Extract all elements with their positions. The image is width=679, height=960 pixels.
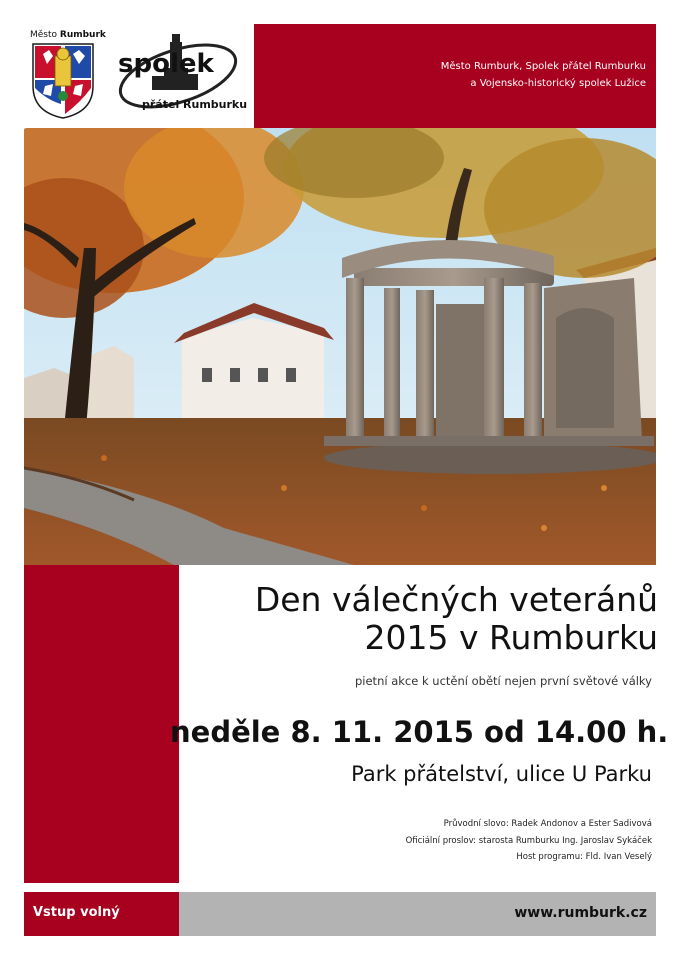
header-organizers-panel — [254, 24, 656, 128]
accent-red-panel — [24, 565, 179, 883]
event-datetime: neděle 8. 11. 2015 od 14.00 h. — [170, 715, 669, 749]
town-label: Město Rumburk — [30, 30, 106, 40]
memorial-park-photo — [24, 128, 656, 565]
event-place: Park přátelství, ulice U Parku — [351, 762, 652, 786]
event-subtitle: pietní akce k uctění obětí nejen první světové války — [354, 674, 652, 688]
coat-of-arms-icon — [31, 42, 95, 120]
logo-text-pratel: přátel Rumburku — [142, 98, 248, 111]
spolek-pratel-rumburku-logo-icon — [112, 28, 248, 124]
credit-line-1: Průvodní slovo: Radek Andonov a Ester Sadivová — [443, 819, 652, 829]
free-entry-label: Vstup volný — [33, 905, 120, 920]
event-title-line-1: Den válečných veteránů — [254, 580, 658, 619]
event-title-line-2: 2015 v Rumburku — [364, 618, 658, 657]
credit-line-2: Oficiální proslov: starosta Rumburku Ing. Jaroslav Sykáček — [405, 836, 652, 846]
logo-text-spolek: spolek — [118, 49, 214, 79]
credit-line-3: Host programu: Fld. Ivan Veselý — [516, 852, 652, 862]
organizers-line-2: a Vojensko-historický spolek Lužice — [470, 78, 646, 89]
organizers-line-1: Město Rumburk, Spolek přátel Rumburku — [440, 61, 646, 72]
website-link[interactable]: www.rumburk.cz — [514, 905, 647, 921]
